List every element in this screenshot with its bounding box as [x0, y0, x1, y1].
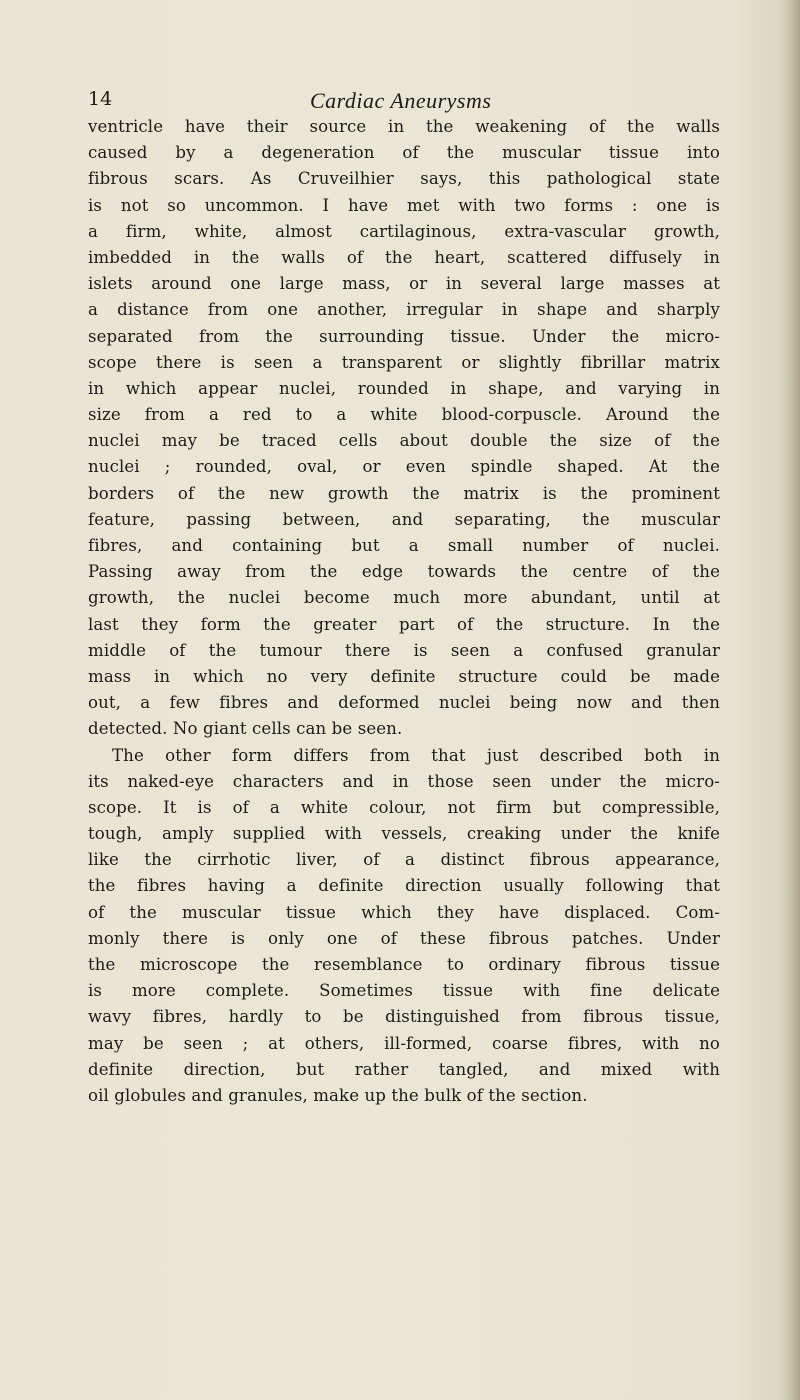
running-title: Cardiac Aneurysms: [310, 88, 492, 113]
text-line: mass in which no very definite structure could be made: [88, 666, 720, 686]
text-line: oil globules and granules, make up the bulk of the section.: [88, 1085, 588, 1105]
page-edge-shadow: [782, 0, 800, 1400]
text-line: scope there is seen a transparent or slightly fibrillar matrix: [88, 352, 720, 372]
text-line: middle of the tumour there is seen a confused granular: [88, 640, 720, 660]
text-line: feature, passing between, and separating, the muscular: [88, 509, 720, 529]
text-line: growth, the nuclei become much more abundant, until at: [88, 588, 720, 608]
text-line: nuclei may be traced cells about double the size of the: [88, 431, 720, 451]
text-line: scope. It is of a white colour, not firm but compressible,: [88, 797, 720, 817]
text-line: may be seen ; at others, ill-formed, coarse fibres, with no: [88, 1033, 720, 1053]
text-line: the microscope the resemblance to ordinary fibrous tissue: [88, 955, 720, 974]
text-line: of the muscular tissue which they have displaced. Com-: [88, 902, 720, 922]
text-line: fibres, and containing but a small number of nuclei.: [88, 536, 720, 555]
text-line: out, a few fibres and deformed nuclei being now and then: [88, 693, 720, 713]
text-line: imbedded in the walls of the heart, scattered diffusely in: [88, 247, 720, 267]
page-number: 14: [88, 88, 113, 110]
text-line: fibrous scars. As Cruveilhier says, this pathological state: [88, 169, 720, 189]
text-line: nuclei ; rounded, oval, or even spindle shaped. At the: [88, 457, 720, 477]
text-line: a distance from one another, irregular in shape and sharply: [88, 300, 720, 320]
text-line: separated from the surrounding tissue. Under the micro-: [88, 326, 720, 346]
text-line: borders of the new growth the matrix is the prominent: [88, 483, 720, 503]
text-line: islets around one large mass, or in several large masses at: [88, 274, 720, 294]
text-line: wavy fibres, hardly to be distinguished from fibrous tissue,: [88, 1007, 720, 1027]
text-line: monly there is only one of these fibrous patches. Under: [88, 928, 720, 948]
text-line: a firm, white, almost cartilaginous, extra-vascular growth,: [88, 221, 720, 241]
text-line: last they form the greater part of the structure. In the: [88, 614, 720, 634]
text-line: its naked-eye characters and in those seen under the micro-: [88, 771, 720, 791]
text-line: ventricle have their source in the weakening of the walls: [88, 117, 720, 136]
text-line: the fibres having a definite direction usually following that: [88, 876, 720, 896]
body-text: [88, 114, 720, 1109]
text-line: like the cirrhotic liver, of a distinct fibrous appearance,: [88, 850, 720, 870]
text-line: Passing away from the edge towards the centre of the: [88, 562, 720, 582]
text-line: caused by a degeneration of the muscular tissue into: [88, 143, 720, 163]
text-line: tough, amply supplied with vessels, creaking under the knife: [88, 824, 720, 844]
text-line: is not so uncommon. I have met with two forms : one is: [88, 195, 720, 215]
text-line: definite direction, but rather tangled, and mixed with: [88, 1059, 720, 1079]
text-line: in which appear nuclei, rounded in shape, and varying in: [88, 378, 720, 398]
text-line: size from a red to a white blood-corpuscle. Around the: [88, 405, 720, 425]
text-line: is more complete. Sometimes tissue with fine delicate: [88, 981, 720, 1001]
text-line: The other form differs from that just described both in: [112, 745, 720, 765]
text-line: detected. No giant cells can be seen.: [88, 719, 403, 739]
